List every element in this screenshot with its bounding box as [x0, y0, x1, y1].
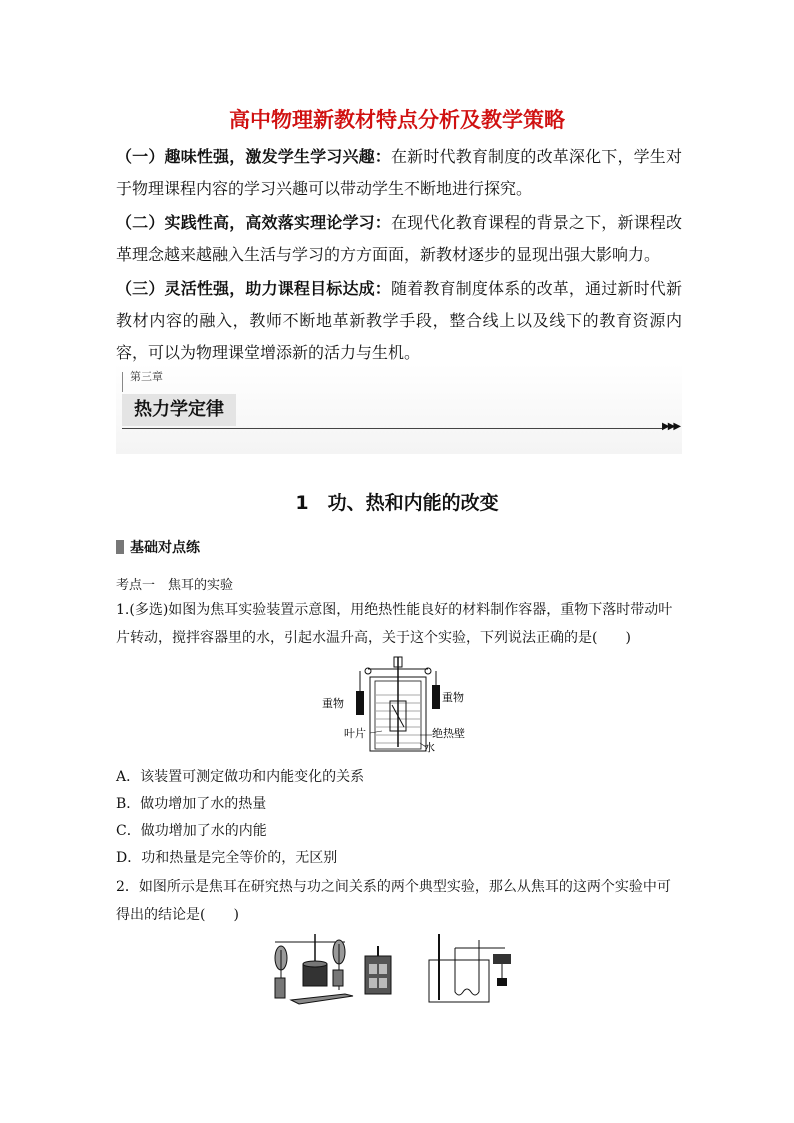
option-d: D．功和热量是完全等价的，无区别	[116, 850, 338, 866]
question-2: 2．如图所示是焦耳在研究热与功之间关系的两个典型实验，那么从焦耳的这两个实验中可得出的结论是( )	[116, 879, 671, 923]
paragraph-lead: （三）灵活性强，助力课程目标达成：	[116, 279, 391, 298]
insulating-wall-label: 绝热壁	[432, 727, 465, 740]
joule-apparatus-figure	[320, 655, 480, 757]
paragraph-lead: （二）实践性高，高效落实理论学习：	[116, 213, 391, 232]
banner-rule	[122, 428, 662, 429]
paragraph-text: 随着教育制度体系的改革，通过新时代新教材内容的融入，教师不断地革新教学手段，整合线上以及线下的教育资源内容，可以为物理课堂增添新的活力与生机。	[116, 279, 682, 362]
arrow-right-icon: ▶▶▶	[662, 421, 680, 432]
section-title: 1 功、热和内能的改变	[295, 492, 499, 514]
subheading-text: 基础对点练	[130, 540, 200, 556]
paragraph-text: 在新时代教育制度的改革深化下，学生对于物理课程内容的学习兴趣可以带动学生不断地进行探究。	[116, 147, 682, 198]
chapter-banner	[116, 364, 682, 454]
option-c: C．做功增加了水的内能	[116, 823, 267, 839]
bookmark-icon	[116, 540, 124, 554]
joule-experiments-figure	[265, 930, 527, 1006]
left-weight-label: 重物	[322, 697, 344, 710]
subheading	[116, 537, 200, 557]
document-title: 高中物理新教材特点分析及教学策略	[229, 108, 565, 132]
banner-divider	[122, 372, 123, 392]
right-weight-label: 重物	[442, 691, 464, 704]
chapter-title: 热力学定律	[122, 394, 236, 426]
option-b: B．做功增加了水的热量	[116, 796, 267, 812]
paragraph-practice	[116, 207, 682, 271]
paragraph-text: 在现代化教育课程的背景之下，新课程改革理念越来越融入生活与学习的方方面面，新教材逐步的显现出强大影响力。	[116, 213, 682, 264]
chapter-number: 第三章	[130, 370, 163, 383]
question-1: 1.(多选)如图为焦耳实验装置示意图，用绝热性能良好的材料制作容器，重物下落时带动叶片转动，搅拌容器里的水，引起水温升高，关于这个实验，下列说法正确的是( )	[116, 602, 673, 646]
knowledge-point: 考点一 焦耳的实验	[116, 578, 234, 593]
electrical-heating-apparatus	[429, 934, 511, 1002]
blade-label: 叶片	[344, 727, 366, 740]
paragraph-flexibility	[116, 273, 682, 369]
water-label: 水	[424, 741, 435, 754]
option-a: A．该装置可测定做功和内能变化的关系	[116, 769, 365, 785]
paddle-wheel-apparatus	[275, 934, 391, 1004]
paragraph-lead: （一）趣味性强，激发学生学习兴趣：	[116, 147, 391, 166]
paragraph-interest	[116, 141, 682, 205]
